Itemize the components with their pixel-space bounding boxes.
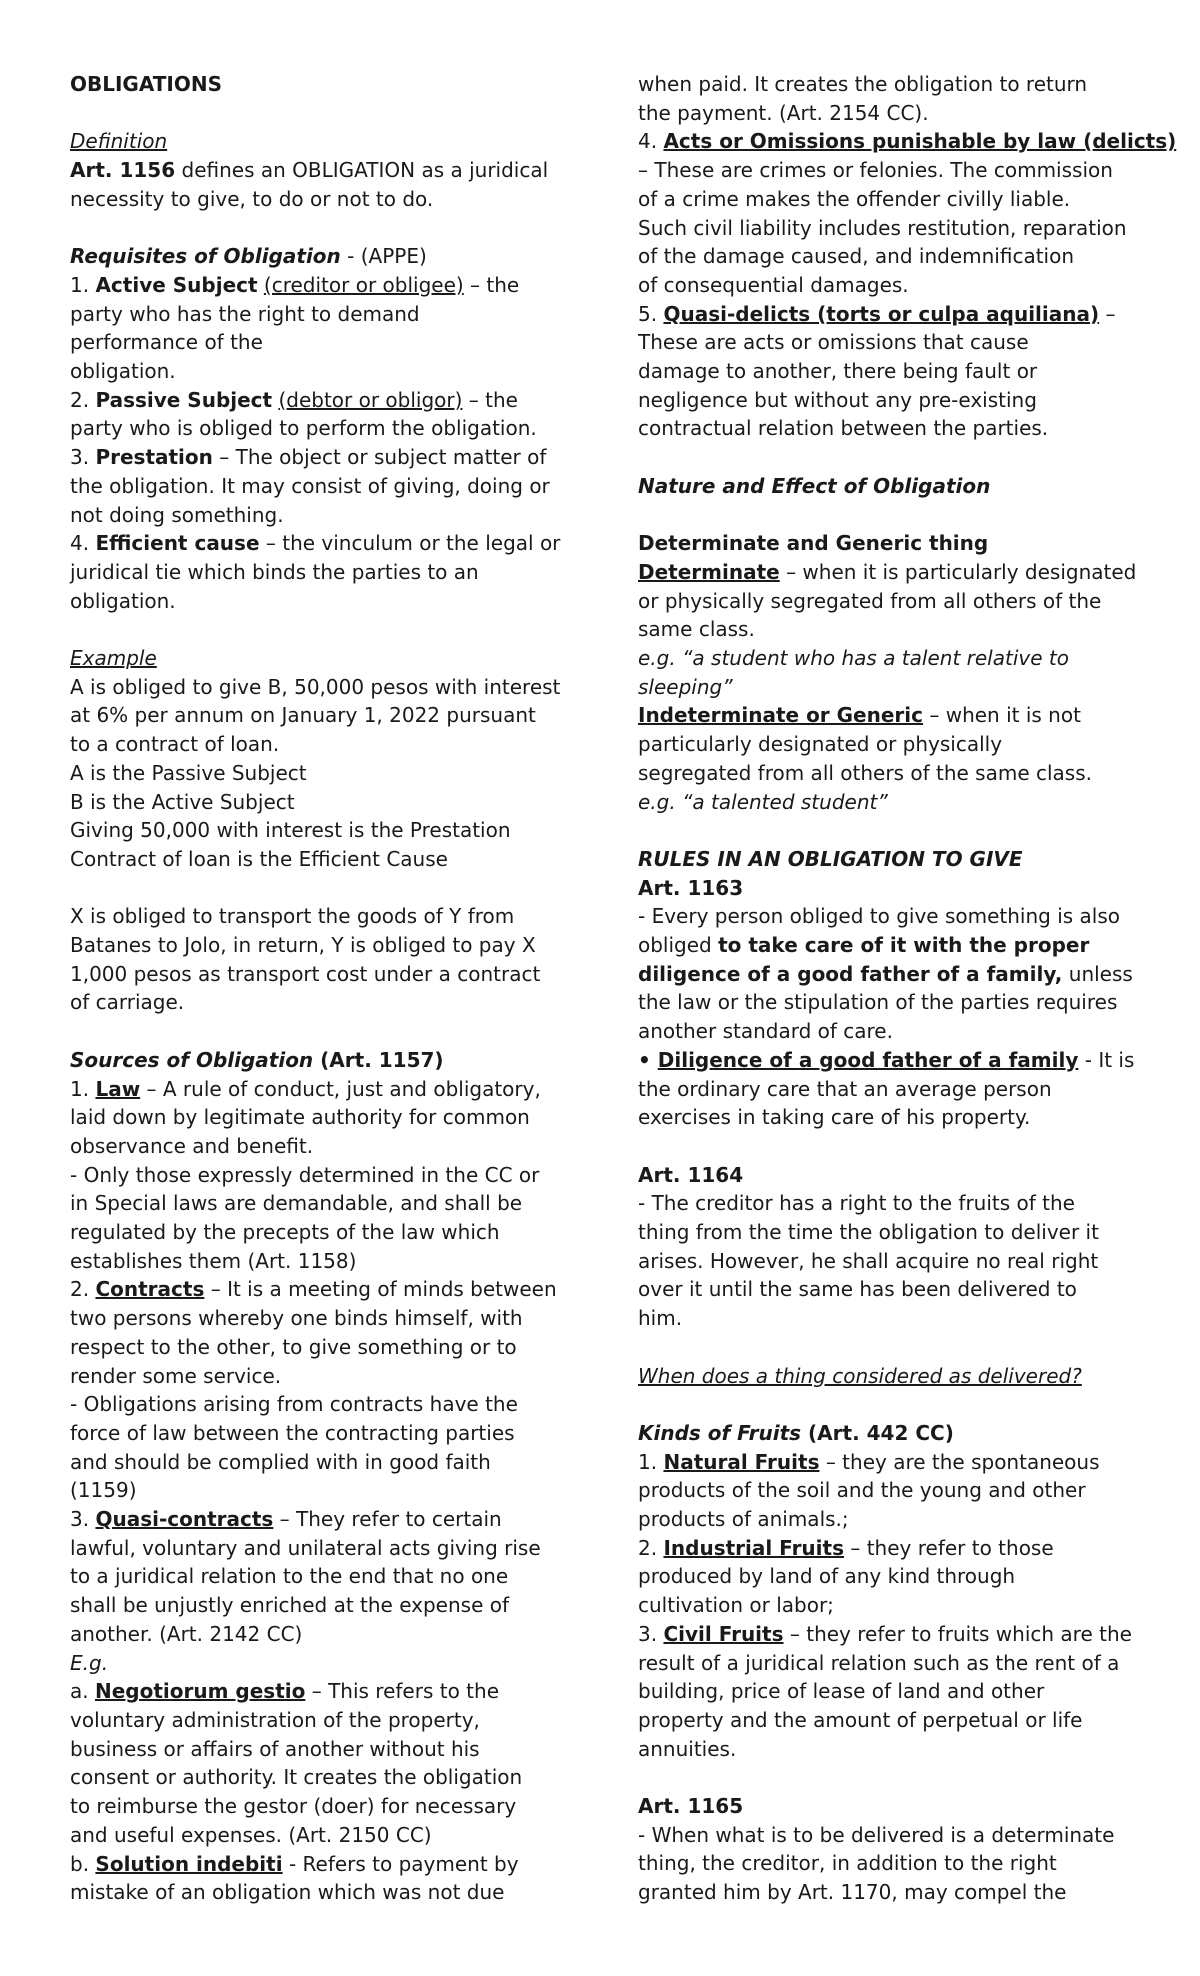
text-run: X is obliged to transport the goods of Y from [70, 904, 515, 929]
text-line [70, 960, 570, 989]
text-line [638, 845, 1138, 874]
text-run: Passive Subject [95, 387, 273, 412]
text-run: contractual relation between the parties. [638, 416, 1049, 441]
text-line [70, 1218, 570, 1247]
text-line [70, 1821, 570, 1850]
text-run: Determinate and Generic thing [638, 531, 989, 556]
text-line [638, 1649, 1138, 1678]
text-line [70, 1275, 570, 1304]
text-line [638, 1046, 1138, 1075]
text-line [70, 1562, 570, 1591]
text-run: performance of the [70, 330, 263, 355]
text-line [70, 472, 570, 501]
text-run: particularly designated or physically [638, 732, 1003, 757]
text-run: Solution indebiti [95, 1851, 283, 1876]
text-run: of carriage. [70, 990, 185, 1015]
text-line [70, 1419, 570, 1448]
text-line [70, 1017, 570, 1046]
text-run: • [638, 1047, 658, 1072]
text-line [70, 1591, 570, 1620]
text-run: Quasi-contracts [95, 1507, 274, 1532]
text-run: shall be unjustly enriched at the expense of [70, 1593, 510, 1618]
text-line [70, 845, 570, 874]
text-run: 3. [70, 1507, 96, 1532]
text-line [70, 99, 570, 128]
text-run: (1159) [70, 1478, 137, 1503]
text-run: e.g. “a student who has a talent relative to [638, 646, 1069, 671]
text-run: business or affairs of another without his [70, 1736, 480, 1761]
text-run: regulated by the precepts of the law which [70, 1220, 500, 1245]
text-run: e.g. “a talented student” [638, 789, 888, 814]
text-line [70, 673, 570, 702]
text-run: – the [463, 272, 520, 297]
text-line [70, 644, 570, 673]
text-run: Contract of loan is the Efficient Cause [70, 846, 448, 871]
text-run: the ordinary care that an average person [638, 1076, 1052, 1101]
text-run: negligence but without any pre-existing [638, 387, 1037, 412]
text-run: products of the soil and the young and other [638, 1478, 1086, 1503]
text-run: Efficient cause [95, 531, 260, 556]
text-run: Indeterminate or Generic [638, 703, 923, 728]
text-run: another. (Art. 2142 CC) [70, 1621, 303, 1646]
text-run: of a crime makes the offender civilly liable. [638, 186, 1071, 211]
text-line [638, 988, 1138, 1017]
text-line [638, 902, 1138, 931]
text-run: Example [70, 646, 157, 671]
text-run: Natural Fruits [663, 1449, 820, 1474]
text-run: Kinds of Fruits [638, 1420, 802, 1445]
text-line [638, 1419, 1138, 1448]
text-run: OBLIGATIONS [70, 72, 223, 96]
text-line [638, 1534, 1138, 1563]
text-line [70, 1677, 570, 1706]
text-run: 2. [70, 1277, 96, 1302]
text-line [70, 1792, 570, 1821]
text-line [70, 816, 570, 845]
text-run: – they refer to those [844, 1535, 1054, 1560]
text-line [638, 759, 1138, 788]
text-run: 2. [638, 1535, 664, 1560]
text-line [638, 1476, 1138, 1505]
text-line [70, 501, 570, 530]
text-line [638, 271, 1138, 300]
text-run: sleeping” [638, 674, 733, 699]
text-run: in Special laws are demandable, and shall be [70, 1191, 523, 1216]
text-run: at 6% per annum on January 1, 2022 pursuant [70, 703, 536, 728]
text-run: party who is obliged to perform the obligation. [70, 416, 537, 441]
text-run: Art. 1165 [638, 1794, 744, 1819]
text-run: to a contract of loan. [70, 732, 280, 757]
text-run: to reimburse the gestor (doer) for necessary [70, 1794, 517, 1819]
text-run: two persons whereby one binds himself, with [70, 1306, 523, 1331]
text-line [70, 1161, 570, 1190]
text-line [638, 1821, 1138, 1850]
text-run: – They refer to certain [273, 1507, 502, 1532]
text-run: – the vinculum or the legal or [259, 531, 561, 556]
text-line [70, 328, 570, 357]
text-line [638, 1304, 1138, 1333]
text-line [70, 1706, 570, 1735]
text-line [638, 587, 1138, 616]
text-run: juridical tie which binds the parties to an [70, 559, 479, 584]
text-line [638, 788, 1138, 817]
text-line [70, 529, 570, 558]
text-run: the law or the stipulation of the parties requires [638, 990, 1118, 1015]
text-run: lawful, voluntary and unilateral acts giving rise [70, 1535, 541, 1560]
text-run: Nature and Effect of Obligation [638, 473, 991, 498]
text-line [638, 1247, 1138, 1276]
text-line [638, 1735, 1138, 1764]
text-line [70, 701, 570, 730]
text-run: – when it is not [923, 703, 1081, 728]
text-line [638, 1161, 1138, 1190]
text-run: observance and benefit. [70, 1133, 314, 1158]
text-run: segregated from all others of the same class. [638, 760, 1092, 785]
text-run: obliged [638, 933, 719, 958]
text-run: over it until the same has been delivered to [638, 1277, 1077, 1302]
right-column [638, 70, 1177, 1907]
text-line [70, 1132, 570, 1161]
text-run: force of law between the contracting parties [70, 1420, 515, 1445]
text-run: of the damage caused, and indemnification [638, 244, 1075, 269]
text-run: Active Subject [95, 272, 258, 297]
text-line [70, 615, 570, 644]
text-line [70, 931, 570, 960]
text-run: another standard of care. [638, 1019, 893, 1044]
text-run: - (APPE) [340, 244, 427, 269]
text-run: exercises in taking care of his property. [638, 1105, 1031, 1130]
text-line [638, 701, 1138, 730]
text-line [638, 1390, 1138, 1419]
text-run: 5. [638, 301, 664, 326]
text-run: obligation. [70, 359, 176, 383]
text-line [638, 1620, 1138, 1649]
text-line [70, 759, 570, 788]
text-line [638, 1017, 1138, 1046]
text-line [70, 874, 570, 903]
text-line [70, 730, 570, 759]
text-line [70, 1362, 570, 1391]
text-line [70, 587, 570, 616]
text-line [638, 127, 1177, 156]
text-run: (creditor or obligee) [263, 272, 464, 297]
text-line [70, 1103, 570, 1132]
text-run: the obligation. It may consist of giving, doing or [70, 473, 550, 498]
text-run: necessity to give, to do or not to do. [70, 186, 434, 211]
text-line [638, 931, 1138, 960]
text-run: – These are crimes or felonies. The commission [638, 158, 1113, 183]
text-run: annuities. [638, 1736, 737, 1761]
text-line [638, 328, 1138, 357]
text-line [638, 1878, 1138, 1907]
text-run: or physically segregated from all others of the [638, 588, 1102, 613]
text-line [70, 300, 570, 329]
text-line [638, 1132, 1138, 1161]
text-run: products of animals.; [638, 1507, 849, 1532]
text-line [638, 615, 1138, 644]
text-run: (debtor or obligor) [278, 387, 463, 412]
text-run: - Only those expressly determined in the CC or [70, 1162, 540, 1187]
text-run: 4. [638, 129, 664, 154]
text-line [70, 558, 570, 587]
text-run: a. [70, 1679, 95, 1704]
text-run: arises. However, he shall acquire no real right [638, 1248, 1099, 1273]
text-line [70, 988, 570, 1017]
text-run: Negotiorum gestio [94, 1679, 306, 1704]
text-run: - Refers to payment by [282, 1851, 519, 1876]
text-line [70, 1390, 570, 1419]
text-run: render some service. [70, 1363, 282, 1388]
text-run: Contracts [95, 1277, 205, 1302]
text-run: same class. [638, 617, 755, 642]
text-run: Giving 50,000 with interest is the Prestation [70, 818, 511, 843]
text-line [638, 1706, 1138, 1735]
text-line [70, 1046, 570, 1075]
text-line [638, 1333, 1138, 1362]
text-run: produced by land of any kind through [638, 1564, 1016, 1589]
text-run: mistake of an obligation which was not due [70, 1880, 505, 1905]
text-run: Art. 1156 [70, 158, 176, 183]
text-line [70, 1878, 570, 1907]
text-run: result of a juridical relation such as the rent of a [638, 1650, 1120, 1675]
text-run: Law [95, 1076, 141, 1101]
text-run: (Art. 442 CC) [801, 1420, 954, 1445]
text-run: – the [462, 387, 518, 412]
text-run: B is the Active Subject [70, 789, 295, 814]
text-line [70, 214, 570, 243]
text-line [638, 443, 1138, 472]
text-line [638, 816, 1138, 845]
text-line [70, 1649, 570, 1678]
text-line [638, 414, 1138, 443]
text-run: - When what is to be delivered is a determinate [638, 1822, 1115, 1847]
text-run: thing, the creditor, in addition to the right [638, 1851, 1057, 1876]
text-line [70, 242, 570, 271]
text-line [70, 1247, 570, 1276]
text-run: When does a thing considered as delivered? [638, 1363, 1082, 1388]
text-run: Prestation [95, 445, 213, 470]
text-line [638, 1103, 1138, 1132]
text-run: laid down by legitimate authority for common [70, 1105, 530, 1130]
text-run: b. [70, 1851, 96, 1876]
text-run: not doing something. [70, 502, 284, 527]
text-line [638, 1792, 1138, 1821]
text-run: Art. 1163 [638, 875, 744, 900]
text-run: – This refers to the [305, 1679, 499, 1704]
text-line [70, 70, 570, 99]
text-run: (Art. 1157) [313, 1047, 444, 1072]
text-run: - Every person obliged to give something is also [638, 904, 1121, 929]
text-run: These are acts or omissions that cause [638, 330, 1029, 355]
text-line [70, 1333, 570, 1362]
text-line [70, 1189, 570, 1218]
text-run: Quasi-delicts (torts or culpa aquiliana) [663, 301, 1100, 326]
text-line [638, 558, 1138, 587]
text-line [70, 788, 570, 817]
text-run: 1. [638, 1449, 664, 1474]
left-column [70, 70, 570, 1907]
text-line [70, 1850, 570, 1879]
text-run: A is the Passive Subject [70, 760, 307, 785]
text-run: Art. 1164 [638, 1162, 744, 1187]
text-line [638, 1763, 1138, 1792]
text-line [638, 1677, 1138, 1706]
text-line [70, 386, 570, 415]
text-line [638, 300, 1138, 329]
text-line [638, 730, 1138, 759]
text-line [638, 1448, 1138, 1477]
text-run: - It is [1078, 1047, 1135, 1072]
text-run: Sources of Obligation [70, 1047, 314, 1072]
text-run: party who has the right to demand [70, 301, 420, 326]
text-run: – they are the spontaneous [819, 1449, 1100, 1474]
text-run: Definition [70, 129, 168, 154]
text-run: Industrial Fruits [663, 1535, 844, 1560]
text-run: and useful expenses. (Art. 2150 CC) [70, 1822, 432, 1847]
text-run: thing from the time the obligation to deliver it [638, 1220, 1099, 1245]
text-line [638, 185, 1138, 214]
text-line [70, 156, 570, 185]
text-line [638, 529, 1138, 558]
text-line [70, 271, 570, 300]
text-line [638, 644, 1138, 673]
text-run: E.g. [70, 1650, 109, 1675]
text-run: when paid. It creates the obligation to return [638, 72, 1088, 96]
text-run: – A rule of conduct, just and obligatory, [140, 1076, 541, 1101]
text-run: RULES IN AN OBLIGATION TO GIVE [638, 846, 1023, 871]
text-line [638, 960, 1138, 989]
text-line [638, 214, 1138, 243]
text-line [70, 1505, 570, 1534]
text-run: obligation. [70, 588, 176, 613]
text-run: and should be complied with in good faith [70, 1449, 491, 1474]
text-line [70, 414, 570, 443]
text-line [70, 185, 570, 214]
text-line [70, 357, 570, 386]
text-run: respect to the other, to give something or to [70, 1334, 517, 1359]
text-run: 1. [70, 1076, 96, 1101]
text-run: – they refer to fruits which are the [783, 1621, 1132, 1646]
text-line [70, 1476, 570, 1505]
text-line [70, 127, 570, 156]
text-line [70, 1075, 570, 1104]
text-run: 1. [70, 272, 96, 297]
text-line [638, 1218, 1138, 1247]
text-line [638, 874, 1138, 903]
text-run: Determinate [638, 559, 780, 584]
text-line [638, 1849, 1138, 1878]
text-run: establishes them (Art. 1158) [70, 1248, 357, 1273]
text-run: building, price of lease of land and other [638, 1679, 1045, 1704]
text-run: 3. [70, 445, 96, 470]
text-run: defines an OBLIGATION as a juridical [175, 158, 549, 183]
text-run: damage to another, there being fault or [638, 359, 1038, 384]
text-line [70, 902, 570, 931]
text-run: – The object or subject matter of [212, 445, 547, 470]
text-run: him. [638, 1306, 683, 1331]
text-run: Such civil liability includes restitution, reparation [638, 215, 1127, 240]
text-run: granted him by Art. 1170, may compel the [638, 1880, 1067, 1905]
text-run: of consequential damages. [638, 272, 909, 297]
text-run: to a juridical relation to the end that no one [70, 1564, 509, 1589]
text-line [638, 1505, 1138, 1534]
text-run: A is obliged to give B, 50,000 pesos with interest [70, 674, 561, 699]
text-run: 3. [638, 1621, 664, 1646]
text-line [638, 242, 1138, 271]
text-line [638, 1562, 1138, 1591]
text-run: the payment. (Art. 2154 CC). [638, 100, 929, 125]
text-line [638, 1591, 1138, 1620]
text-line [638, 99, 1138, 128]
text-run: – when it is particularly designated [779, 559, 1137, 584]
text-run: Diligence of a good father of a family [657, 1047, 1079, 1072]
text-run: - Obligations arising from contracts have the [70, 1392, 518, 1417]
text-run: - The creditor has a right to the fruits of the [638, 1191, 1075, 1216]
text-line [70, 443, 570, 472]
text-line [638, 1275, 1138, 1304]
text-line [638, 1075, 1138, 1104]
text-run: diligence of a good father of a family, [638, 961, 1063, 986]
text-run: Civil Fruits [663, 1621, 784, 1646]
text-run: Batanes to Jolo, in return, Y is obliged to pay X [70, 933, 536, 958]
text-line [638, 156, 1138, 185]
text-line [638, 673, 1138, 702]
text-line [70, 1620, 570, 1649]
text-run: – It is a meeting of minds between [204, 1277, 557, 1302]
text-line [638, 1189, 1138, 1218]
text-run: consent or authority. It creates the obligation [70, 1765, 523, 1790]
text-run: voluntary administration of the property, [70, 1708, 480, 1732]
text-run: unless [1062, 961, 1133, 986]
text-run: to take care of it with the proper [718, 933, 1090, 958]
text-line [638, 501, 1138, 530]
text-run: property and the amount of perpetual or life [638, 1707, 1083, 1732]
text-run: 4. [70, 531, 96, 556]
text-line [638, 1362, 1138, 1391]
text-run: cultivation or labor; [638, 1593, 834, 1618]
text-run: 1,000 pesos as transport cost under a contract [70, 961, 541, 986]
text-run: Acts or Omissions punishable by law (delicts) [663, 129, 1177, 154]
text-line [638, 386, 1138, 415]
text-line [70, 1735, 570, 1764]
text-run: – [1099, 301, 1116, 326]
text-line [70, 1534, 570, 1563]
text-line [70, 1304, 570, 1333]
text-line [638, 70, 1138, 99]
text-run: 2. [70, 387, 96, 412]
text-line [638, 357, 1138, 386]
text-line [638, 472, 1138, 501]
text-run: Requisites of Obligation [70, 244, 341, 269]
text-line [70, 1448, 570, 1477]
text-line [70, 1763, 570, 1792]
